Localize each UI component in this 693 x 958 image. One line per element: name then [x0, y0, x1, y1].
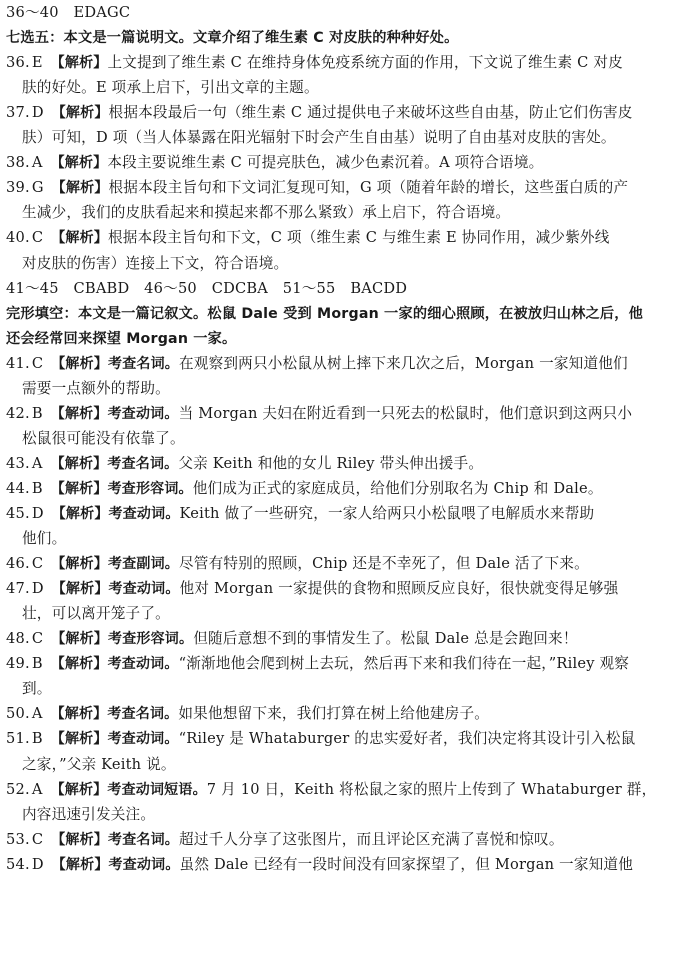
question-type: 考查动词。: [108, 581, 180, 598]
question-number: 42.: [6, 404, 30, 422]
question-number: 54.: [6, 855, 30, 873]
continuation-line: 壮，可以离开笼子了。: [22, 605, 170, 623]
explanation-text: 根据本段主旨句和下文词汇复现可知，G 项（随着年龄的增长，这些蛋白质的产: [108, 179, 629, 197]
continuation-line: 对皮肤的伤害）连接上下文，符合语境。: [22, 254, 289, 272]
analysis-tag: 【解析】: [50, 405, 108, 422]
analysis-tag: 【解析】: [51, 506, 109, 522]
continuation-line: 生减少，我们的皮肤看起来和摸起来都不那么紧致）承上启下，符合语境。: [22, 204, 511, 222]
answer-item: [0, 404, 686, 424]
explanation-text: 虽然 Dale 已经有一段时间没有回家探望了，但 Morgan 一家知道他: [179, 855, 633, 873]
question-number: 37.: [6, 104, 30, 122]
question-type: 考查动词。: [107, 405, 179, 422]
continuation-line: 肤的好处。E 项承上启下，引出文章的主题。: [22, 79, 319, 97]
answer-summary: 41～45 CBABD 46～50 CDCBA 51～55 BACDD: [6, 279, 408, 297]
continuation-line: 到。: [22, 680, 52, 698]
analysis-tag: 【解析】: [51, 105, 109, 122]
answer-letter: C: [31, 229, 44, 247]
answer-letter: G: [31, 179, 44, 197]
question-type: 考查名词。: [108, 831, 179, 848]
answer-item: [0, 153, 686, 173]
answer-item: [0, 855, 686, 875]
answer-item: [0, 579, 686, 599]
answer-item: [0, 53, 686, 73]
analysis-tag: 【解析】: [51, 856, 109, 873]
analysis-tag: 【解析】: [50, 706, 108, 723]
answer-item: [0, 228, 686, 248]
answer-item: [0, 479, 686, 499]
question-type: 考查动词。: [107, 731, 179, 748]
answer-item: [0, 780, 686, 800]
explanation-text: 他们成为正式的家庭成员，给他们分别取名为 Chip 和 Dale。: [192, 479, 603, 497]
answer-letter: A: [31, 780, 43, 798]
explanation-text: 如果他想留下来，我们打算在树上给他建房子。: [178, 705, 490, 723]
continuation-line: 肤）可知，D 项（当人体暴露在阳光辐射下时会产生自由基）说明了自由基对皮肤的害处。: [22, 129, 616, 147]
question-type: 考查名词。: [108, 355, 179, 372]
continuation-line: 之家，”父亲 Keith 说。: [22, 755, 176, 773]
explanation-text: 根据本段主旨句和下文，C 项（维生素 C 与维生素 E 协同作用，减少紫外线: [108, 229, 610, 247]
question-type: 考查动词。: [108, 856, 180, 873]
explanation-text: “Riley 是 Whataburger 的忠实爱好者，我们决定将其设计引入松鼠: [178, 730, 636, 748]
answer-letter: C: [31, 354, 44, 372]
answer-letter: C: [31, 630, 44, 648]
answer-letter: B: [31, 730, 43, 748]
question-type: 考查名词。: [107, 455, 179, 472]
answer-letter: D: [31, 505, 44, 522]
explanation-text: 超过千人分享了这张图片，而且评论区充满了喜悦和惊叹。: [179, 830, 564, 848]
explanation-text: 父亲 Keith 和他的女儿 Riley 带头伸出援手。: [178, 454, 484, 472]
question-type: 考查动词。: [108, 506, 180, 522]
explanation-text: 尽管有特别的照顾，Chip 还是不幸死了，但 Dale 活了下来。: [179, 555, 589, 573]
analysis-tag: 【解析】: [51, 180, 109, 197]
question-number: 52.: [6, 780, 30, 798]
analysis-tag: 【解析】: [51, 556, 108, 573]
question-number: 51.: [6, 730, 30, 748]
question-type: 考查名词。: [107, 706, 179, 723]
continuation-line: 内容迅速引发关注。: [22, 805, 156, 823]
explanation-text: 上文提到了维生素 C 在维持身体免疫系统方面的作用，下文说了维生素 C 对皮: [107, 54, 623, 72]
question-number: 49.: [6, 655, 30, 673]
answer-item: [0, 629, 686, 649]
analysis-tag: 【解析】: [50, 55, 108, 72]
question-type: 考查形容词。: [107, 480, 193, 497]
analysis-tag: 【解析】: [51, 230, 108, 247]
analysis-tag: 【解析】: [50, 656, 108, 673]
answer-item: [0, 103, 686, 123]
question-number: 41.: [6, 354, 30, 372]
analysis-tag: 【解析】: [50, 781, 108, 798]
explanation-text: 根据本段最后一句（维生素 C 通过提供电子来破坏这些自由基，防止它们伤害皮: [108, 104, 633, 122]
analysis-tag: 【解析】: [51, 581, 109, 598]
continuation-line: 需要一点额外的帮助。: [22, 379, 170, 397]
question-number: 50.: [6, 705, 30, 723]
answer-letter: C: [31, 555, 44, 573]
answer-letter: A: [31, 154, 43, 172]
continuation-line: 松鼠很可能没有依靠了。: [22, 429, 185, 447]
question-number: 44.: [6, 479, 30, 497]
explanation-text: 7 月 10 日，Keith 将松鼠之家的照片上传到了 Whataburger 群，: [206, 780, 657, 798]
continuation-line: 他们。: [22, 530, 67, 548]
analysis-tag: 【解析】: [50, 155, 108, 172]
answer-summary: 36～40 EDAGC: [6, 4, 131, 21]
question-number: 38.: [6, 154, 30, 172]
answer-letter: A: [31, 454, 43, 472]
question-type: 考查形容词。: [108, 631, 194, 648]
question-number: 48.: [6, 630, 30, 648]
question-number: 46.: [6, 555, 30, 573]
question-number: 43.: [6, 454, 30, 472]
section-heading: 七选五：本文是一篇说明文。文章介绍了维生素 C 对皮肤的种种好处。: [6, 30, 459, 47]
explanation-text: 他对 Morgan 一家提供的食物和照顾反应良好，很快就变得足够强: [179, 580, 619, 598]
answer-letter: E: [31, 54, 43, 72]
question-number: 39.: [6, 179, 30, 197]
analysis-tag: 【解析】: [51, 631, 108, 648]
explanation-text: “渐渐地他会爬到树上去玩，然后再下来和我们待在一起，”Riley 观察: [178, 655, 630, 673]
analysis-tag: 【解析】: [50, 731, 108, 748]
answer-letter: A: [31, 705, 43, 723]
answer-letter: D: [31, 104, 44, 122]
question-number: 40.: [6, 229, 30, 247]
explanation-text: 本段主要说维生素 C 可提亮肤色，减少色素沉着。A 项符合语境。: [107, 154, 544, 172]
section-heading: 还会经常回来探望 Morgan 一家。: [6, 330, 237, 347]
answer-item: [0, 704, 686, 724]
answer-item: [0, 830, 686, 850]
question-number: 53.: [6, 830, 30, 848]
answer-letter: D: [31, 580, 44, 598]
question-number: 45.: [6, 505, 30, 522]
answer-letter: B: [31, 404, 43, 422]
question-type: 考查动词短语。: [107, 781, 207, 798]
question-number: 36.: [6, 54, 30, 72]
answer-letter: B: [31, 655, 43, 673]
analysis-tag: 【解析】: [50, 480, 108, 497]
question-type: 考查动词。: [107, 656, 179, 673]
analysis-tag: 【解析】: [51, 355, 108, 372]
answer-item: [0, 654, 686, 674]
answer-letter: C: [31, 830, 44, 848]
explanation-text: 在观察到两只小松鼠从树上摔下来几次之后，Morgan 一家知道他们: [179, 354, 628, 372]
analysis-tag: 【解析】: [50, 455, 108, 472]
question-number: 47.: [6, 580, 30, 598]
section-heading: 完形填空：本文是一篇记叙文。松鼠 Dale 受到 Morgan 一家的细心照顾，在被放归山林之后，他: [6, 305, 644, 322]
answer-item: [0, 354, 686, 374]
answer-item: [0, 504, 686, 524]
explanation-text: 但随后意想不到的事情发生了。松鼠 Dale 总是会跑回来！: [193, 630, 578, 648]
answer-item: [0, 178, 686, 198]
answer-item: [0, 554, 686, 574]
answer-item: [0, 454, 686, 474]
analysis-tag: 【解析】: [51, 831, 108, 848]
explanation-text: 当 Morgan 夫妇在附近看到一只死去的松鼠时，他们意识到这两只小: [178, 404, 633, 422]
answer-letter: D: [31, 855, 44, 873]
answer-item: [0, 729, 686, 749]
explanation-text: Keith 做了一些研究，一家人给两只小松鼠喂了电解质水来帮助: [179, 505, 595, 522]
question-type: 考查副词。: [108, 556, 179, 573]
answer-letter: B: [31, 479, 43, 497]
